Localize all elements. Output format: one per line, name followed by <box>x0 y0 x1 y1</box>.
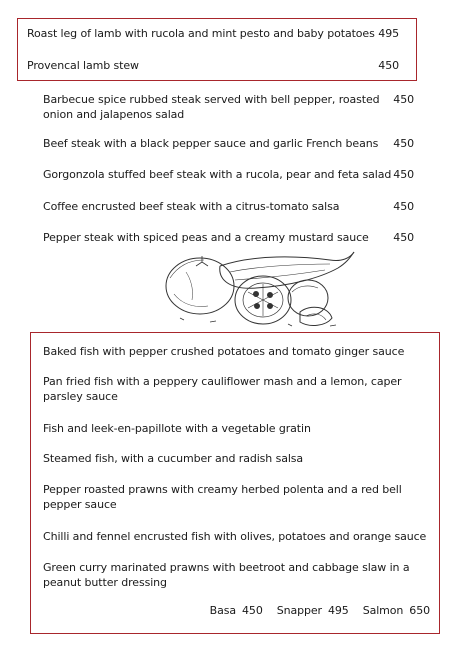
menu-item-price: 450 <box>393 93 414 106</box>
menu-item-name-continued: parsley sauce <box>43 390 118 403</box>
fish-option-price: 495 <box>327 604 349 617</box>
menu-item-name: Barbecue spice rubbed steak served with bell pepper, roasted <box>43 93 380 106</box>
menu-item-name: Pepper steak with spiced peas and a creamy mustard sauce <box>43 231 369 244</box>
menu-item-name: Gorgonzola stuffed beef steak with a rucola, pear and feta salad <box>43 168 392 181</box>
menu-item-name: Coffee encrusted beef steak with a citrus-tomato salsa <box>43 200 340 213</box>
fish-option-price: 450 <box>242 604 263 617</box>
menu-item-name: Steamed fish, with a cucumber and radish salsa <box>43 452 304 465</box>
fish-price-list <box>190 604 430 617</box>
menu-item-name: Chilli and fennel encrusted fish with olives, potatoes and orange sauce <box>43 530 427 543</box>
menu-item-price: 450 <box>393 231 414 244</box>
menu-item-name: Pepper roasted prawns with creamy herbed polenta and a red bell <box>43 483 402 496</box>
menu-item-name: Green curry marinated prawns with beetroot and cabbage slaw in a <box>43 561 410 574</box>
menu-item-price: 450 <box>393 200 414 213</box>
menu-item-name-continued: onion and jalapenos salad <box>43 108 185 121</box>
fish-option-label: Snapper <box>276 604 322 617</box>
menu-item-name: Baked fish with pepper crushed potatoes and tomato ginger sauce <box>43 345 405 358</box>
menu-item-name: Roast leg of lamb with rucola and mint pesto and baby potatoes <box>27 27 375 40</box>
menu-item-price: 495 <box>378 27 399 40</box>
menu-item-name: Beef steak with a black pepper sauce and garlic French beans <box>43 137 379 150</box>
menu-item-name: Fish and leek-en-papillote with a vegetable gratin <box>43 422 311 435</box>
fish-option-price: 650 <box>409 604 430 617</box>
fish-option-label: Salmon <box>362 604 404 617</box>
menu-item-price: 450 <box>378 59 399 72</box>
menu-item-name: Provencal lamb stew <box>27 59 139 72</box>
menu-item-name-continued: peanut butter dressing <box>43 576 167 589</box>
menu-item-name: Pan fried fish with a peppery cauliflower mash and a lemon, caper <box>43 375 402 388</box>
fish-option-label: Basa <box>209 604 237 617</box>
tomato-and-chili-sketch-icon <box>160 248 355 330</box>
menu-item-name-continued: pepper sauce <box>43 498 117 511</box>
menu-item-price: 450 <box>393 168 414 181</box>
menu-item-price: 450 <box>393 137 414 150</box>
